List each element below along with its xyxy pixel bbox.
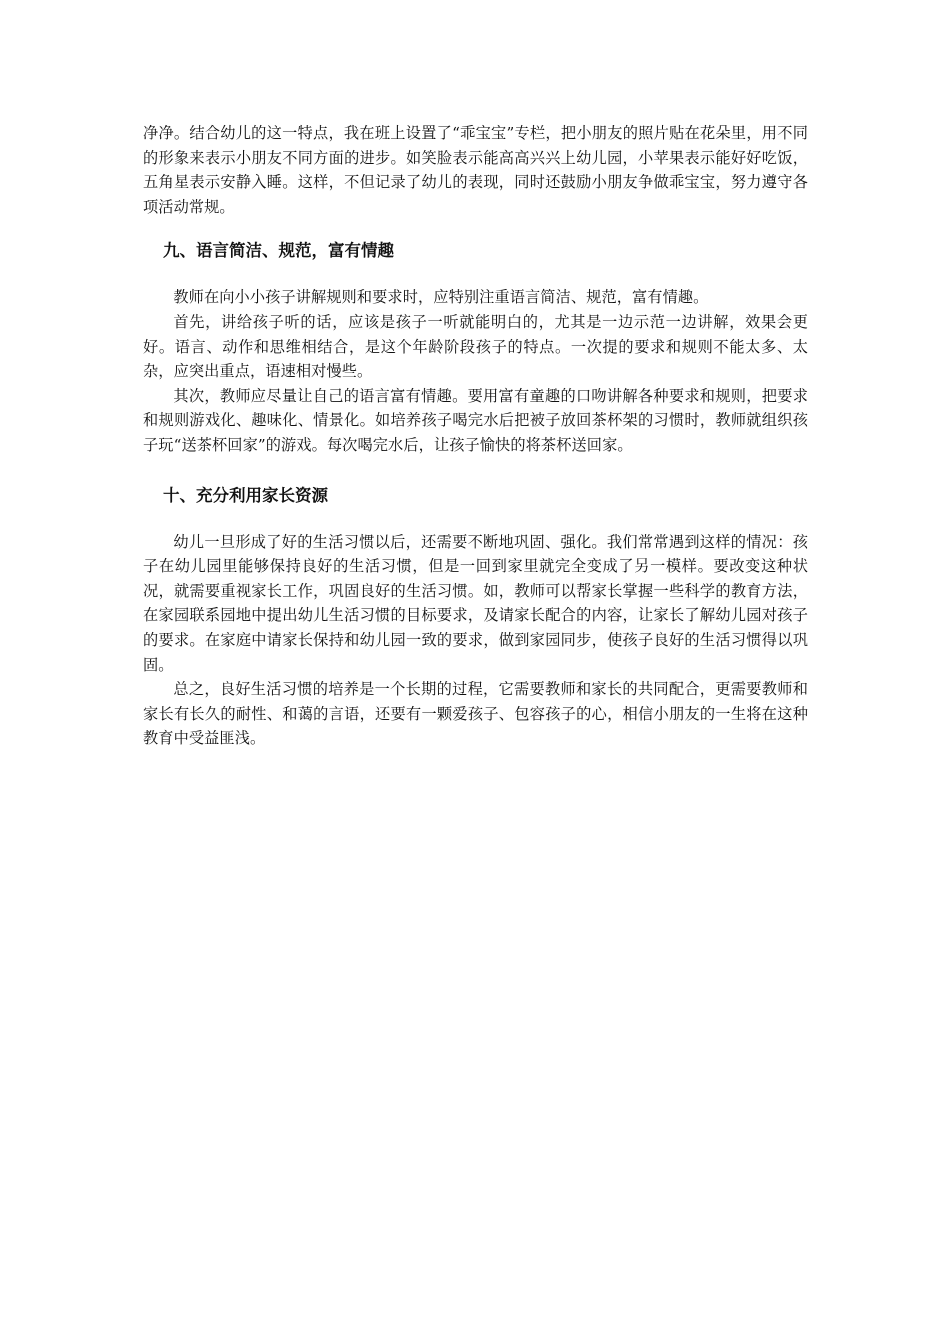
document-body: [143, 121, 808, 751]
intro-paragraph: 净净。结合幼儿的这一特点，我在班上设置了“乖宝宝”专栏，把小朋友的照片贴在花朵里，用不同的形象来表示小朋友不同方面的进步。如笑脸表示能高高兴兴上幼儿园，小苹果表示能好好吃饭，五角星表示安静入睡。这样，不但记录了幼儿的表现，同时还鼓励小朋友争做乖宝宝，努力遵守各项活动常规。: [143, 124, 808, 216]
section-9-paragraph-1: 教师在向小小孩子讲解规则和要求时，应特别注重语言简洁、规范，富有情趣。: [173, 288, 709, 307]
section-10-paragraph-2: 总之，良好生活习惯的培养是一个长期的过程，它需要教师和家长的共同配合，更需要教师和家长有长久的耐性、和蔼的言语，还要有一颗爱孩子、包容孩子的心，相信小朋友的一生将在这种教育中受益匪浅。: [143, 680, 808, 748]
section-9-paragraph-2: 首先，讲给孩子听的话，应该是孩子一听就能明白的，尤其是一边示范一边讲解，效果会更好。语言、动作和思维相结合，是这个年龄阶段孩子的特点。一次提的要求和规则不能太多、太杂，应突出重点，语速相对慢些。: [143, 312, 808, 381]
section-9-paragraph-3: 其次，教师应尽量让自己的语言富有情趣。要用富有童趣的口吻讲解各种要求和规则，把要求和规则游戏化、趣味化、情景化。如培养孩子喝完水后把被子放回茶杯架的习惯时，教师就组织孩子玩“送茶杯回家”的游戏。每次喝完水后，让孩子愉快的将茶杯送回家。: [143, 386, 808, 454]
section-9-heading: 九、语言简洁、规范，富有情趣: [163, 241, 394, 261]
section-10-paragraph-1: 幼儿一旦形成了好的生活习惯以后，还需要不断地巩固、强化。我们常常遇到这样的情况：孩子在幼儿园里能够保持良好的生活习惯，但是一回到家里就完全变成了另一模样。要改变这种状况，就需要重视家长工作，巩固良好的生活习惯。如，教师可以帮家长掌握一些科学的教育方法，在家园联系园地中提出幼儿生活习惯的目标要求，及请家长配合的内容，让家长了解幼儿园对孩子的要求。在家庭中请家长保持和幼儿园一致的要求，做到家园同步，使孩子良好的生活习惯得以巩固。: [143, 532, 808, 674]
section-10-heading: 十、充分利用家长资源: [163, 485, 328, 505]
